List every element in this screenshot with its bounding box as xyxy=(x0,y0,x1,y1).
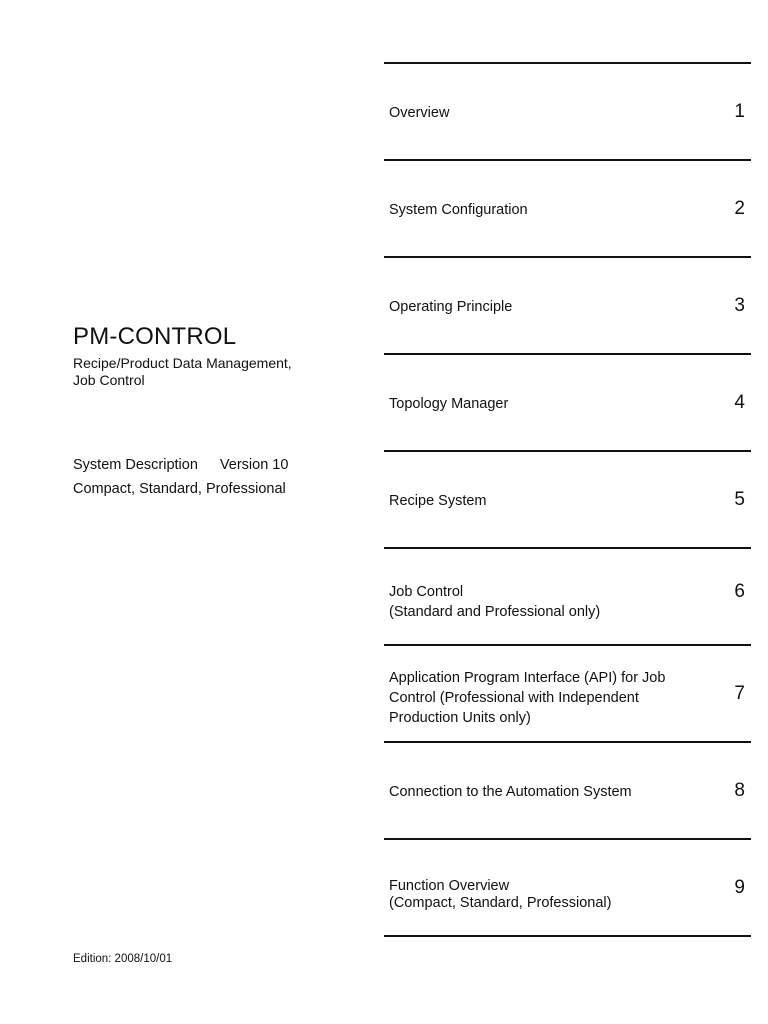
subtitle-line: Recipe/Product Data Management, xyxy=(73,355,292,371)
toc-item-label xyxy=(389,491,709,511)
toc-item-topology-manager[interactable] xyxy=(384,355,751,452)
toc-item-number: 5 xyxy=(734,489,745,510)
toc-item-number: 4 xyxy=(734,392,745,413)
toc-item-number: 6 xyxy=(734,581,745,602)
toc-item-connection-automation-system[interactable] xyxy=(384,743,751,840)
toc-label-line: Topology Manager xyxy=(389,396,509,412)
toc-label-line: Function Overview xyxy=(389,878,510,894)
toc-label-line: (Standard and Professional only) xyxy=(389,604,601,620)
toc-item-number: 9 xyxy=(734,877,745,898)
toc-label-line: (Compact, Standard, Professional) xyxy=(389,895,612,911)
toc-item-label xyxy=(389,582,709,622)
toc-item-label xyxy=(389,782,709,802)
toc-label-line: System Configuration xyxy=(389,202,528,218)
toc-item-number: 1 xyxy=(734,101,745,122)
toc-label-line: Connection to the Automation System xyxy=(389,784,632,800)
toc-label-line: Operating Principle xyxy=(389,299,513,315)
toc-label-line: Control (Professional with Independent xyxy=(389,690,639,706)
doc-type: System Description xyxy=(73,457,198,473)
toc-item-label xyxy=(389,394,709,414)
toc-item-number: 7 xyxy=(734,683,745,704)
doc-editions: Compact, Standard, Professional xyxy=(73,481,286,497)
toc-item-function-overview[interactable] xyxy=(384,840,751,937)
toc-item-recipe-system[interactable] xyxy=(384,452,751,549)
toc-item-label xyxy=(389,200,709,220)
toc-item-label xyxy=(389,878,709,912)
description-line xyxy=(73,453,288,477)
toc-label-line: Application Program Interface (API) for Job xyxy=(389,670,666,686)
toc-item-job-control[interactable] xyxy=(384,549,751,646)
edition-date: Edition: 2008/10/01 xyxy=(73,953,173,965)
toc-label-line: Production Units only) xyxy=(389,710,531,726)
toc-label-line: Recipe System xyxy=(389,493,487,509)
toc-label-line: Job Control xyxy=(389,584,464,600)
toc-label-line: Overview xyxy=(389,105,450,121)
table-of-contents xyxy=(384,62,751,937)
toc-item-operating-principle[interactable] xyxy=(384,258,751,355)
subtitle-line: Job Control xyxy=(73,372,145,388)
toc-item-number: 8 xyxy=(734,780,745,801)
toc-item-number: 2 xyxy=(734,198,745,219)
toc-item-label xyxy=(389,668,709,728)
toc-item-number: 3 xyxy=(734,295,745,316)
doc-version: Version 10 xyxy=(219,457,289,473)
toc-item-overview[interactable] xyxy=(384,64,751,161)
toc-item-label xyxy=(389,297,709,317)
document-title: PM-CONTROL xyxy=(73,323,237,350)
document-description xyxy=(73,453,288,501)
document-subtitle xyxy=(73,355,292,389)
toc-item-label xyxy=(389,103,709,123)
toc-item-system-configuration[interactable] xyxy=(384,161,751,258)
toc-item-api-job-control[interactable] xyxy=(384,646,751,743)
